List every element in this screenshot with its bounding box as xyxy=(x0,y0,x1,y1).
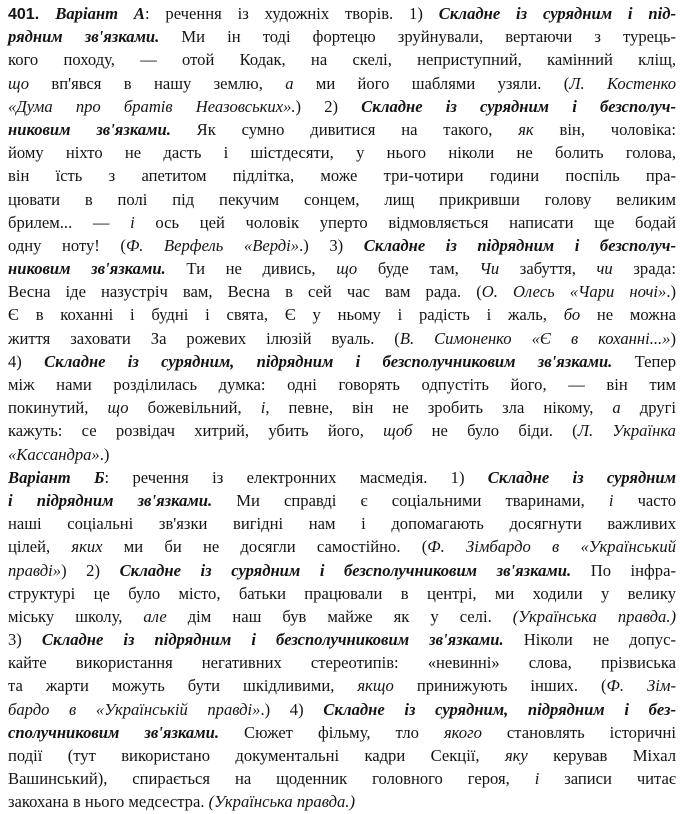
sentence-text: 4) xyxy=(8,351,45,371)
sentence-text: наші соціальні зв'язки вигідні нам і допомагають досягнути важливих xyxy=(8,514,676,534)
sentence-text: покинутий, xyxy=(8,398,108,418)
sentence-text: ми його шаблями узяли. ( xyxy=(293,73,570,93)
text-line xyxy=(8,582,676,605)
text-line xyxy=(8,698,676,721)
sentence-text: та жарти можуть бути шкідливими, xyxy=(8,676,358,696)
sentence-type-label: Складне із сурядним і під- xyxy=(438,4,677,23)
text-line xyxy=(8,744,676,767)
sentence-text: Ніколи не допус- xyxy=(503,630,676,650)
sentence-text: кажуть: се розвідач хитрий, убить його, xyxy=(8,421,384,441)
conjunction-word: (Українська правда.) xyxy=(208,792,355,812)
sentence-type-label: Складне із підрядним і безсполуч- xyxy=(363,235,676,255)
text-line xyxy=(8,280,676,303)
sentence-text: : речення із електронних масмедія. 1) xyxy=(104,467,488,487)
conjunction-word: Ф. Верфель «Верді» xyxy=(125,235,300,255)
sentence-text: Вашинський), спирається на щоденник головного героя, xyxy=(8,769,535,789)
sentence-text: ) 2) xyxy=(61,560,120,580)
conjunction-word: якщо xyxy=(357,676,394,696)
conjunction-word: і xyxy=(260,398,266,418)
conjunction-word: бардо в «Українській правді» xyxy=(8,699,261,719)
sentence-text: становлять історичні xyxy=(481,722,676,742)
sentence-text: кайте використання негативних стереотипів: «невинні» слова, прізвиська xyxy=(8,653,676,673)
sentence-text: дім наш був майже як у селі. xyxy=(166,606,513,626)
conjunction-word: що xyxy=(8,73,30,93)
sentence-text: : речення із художніх творів. 1) xyxy=(144,4,439,23)
sentence-text: другі xyxy=(620,398,676,418)
text-line xyxy=(8,605,676,628)
conjunction-word: а xyxy=(285,73,294,93)
sentence-text: 3) xyxy=(8,630,42,650)
text-line xyxy=(8,396,676,419)
conjunction-word: «Дума про братів Неазовських». xyxy=(8,96,296,116)
conjunction-word: бо xyxy=(563,305,581,325)
sentence-text: принижують інших. ( xyxy=(393,676,607,696)
conjunction-word: що xyxy=(107,398,129,418)
sentence-type-label: сполучниковим зв'язками. xyxy=(8,722,219,742)
conjunction-word: як xyxy=(518,119,534,139)
sentence-text: буде там, xyxy=(357,259,480,279)
text-line xyxy=(8,141,676,164)
sentence-text: між нами розділилась думка: одні говорять одпустіть його, — він тим xyxy=(8,375,676,394)
sentence-text: закохана в нього медсестра. xyxy=(8,792,209,812)
sentence-text: він, чоловіка: xyxy=(533,119,676,139)
text-line xyxy=(8,303,676,326)
sentence-type-label: Варіант А xyxy=(55,4,145,23)
conjunction-word: Л. Українка xyxy=(577,421,676,441)
sentence-text: Весна іде назустріч вам, Весна в сей час вам рада. ( xyxy=(8,282,482,302)
conjunction-word: але xyxy=(143,606,167,626)
sentence-text: .) 4) xyxy=(260,699,324,719)
conjunction-word: Чи xyxy=(479,259,500,279)
sentence-text: не можна xyxy=(580,305,676,325)
conjunction-word: «Кассандра» xyxy=(8,444,100,464)
conjunction-word: Ф. Зімбардо в «Український xyxy=(427,537,676,557)
text-line xyxy=(8,512,676,535)
sentence-text: цювати в полі під пекучим сонцем, лищ прикривши голову великим xyxy=(8,189,676,209)
sentence-text: Як сумно дивитися на такого, xyxy=(170,119,519,139)
text-line xyxy=(8,651,676,674)
sentence-text: одну ноту! ( xyxy=(8,235,126,255)
text-line xyxy=(8,2,676,25)
text-line xyxy=(8,95,676,118)
sentence-type-label: никовим зв'язками. xyxy=(8,259,166,279)
text-line xyxy=(8,350,676,373)
sentence-text: .) xyxy=(666,282,676,302)
text-line xyxy=(8,164,676,187)
sentence-text: Ти не дивись, xyxy=(165,259,337,279)
sentence-type-label: Складне із сурядним і безсполучниковим зв'язками. xyxy=(119,560,572,580)
text-line xyxy=(8,118,676,141)
sentence-text: Ми справді є соціальними тваринами, xyxy=(212,490,609,510)
sentence-text: Є в коханні і будні і свята, Є у ньому і радість і жаль, xyxy=(8,305,564,325)
sentence-type-label: Складне із сурядним, підрядним і без- xyxy=(323,699,676,719)
conjunction-word: і xyxy=(130,212,135,232)
sentence-type-label: Складне із сурядним і безсполуч- xyxy=(361,96,677,116)
sentence-text: він їсть з апетитом підлітка, може три-чотири години поспіль пра- xyxy=(8,166,676,186)
sentence-text: .) xyxy=(99,444,110,464)
sentence-text: події (тут використано документальні кадри Секції, xyxy=(8,746,505,765)
sentence-type-label: рядним зв'язками. xyxy=(8,27,160,47)
conjunction-word: якого xyxy=(443,722,482,742)
text-line xyxy=(8,790,676,813)
sentence-text: структурі це було місто, батьки працювали в центрі, ми ходили у велику xyxy=(8,583,676,603)
text-line xyxy=(8,72,676,95)
sentence-text: Сюжет фільму, тло xyxy=(218,722,444,742)
conjunction-word: що xyxy=(336,259,358,279)
text-line xyxy=(8,443,676,466)
text-line xyxy=(8,327,676,350)
text-line xyxy=(8,767,676,790)
sentence-text: міську школу, xyxy=(8,606,144,626)
text-line xyxy=(8,535,676,558)
sentence-text: божевільний, xyxy=(128,398,261,418)
exercise-number: 401. xyxy=(8,6,56,23)
sentence-text: Тепер xyxy=(612,351,676,371)
sentence-text: зрада: xyxy=(612,259,676,279)
text-line xyxy=(8,25,676,48)
text-line xyxy=(8,489,676,512)
conjunction-word: Ф. Зім- xyxy=(606,676,676,696)
conjunction-word: (Українська правда.) xyxy=(512,606,676,626)
conjunction-word: яких xyxy=(71,537,103,557)
text-line xyxy=(8,419,676,442)
conjunction-word: О. Олесь «Чари ночі» xyxy=(481,282,667,302)
conjunction-word: чи xyxy=(596,259,613,279)
sentence-text: цілей, xyxy=(8,537,72,557)
sentence-type-label: Варіант Б xyxy=(8,467,105,487)
sentence-text: .) 3) xyxy=(299,235,364,255)
sentence-text: ) 2) xyxy=(295,96,362,116)
sentence-text: вп'явся в нашу землю, xyxy=(29,73,286,93)
conjunction-word: і xyxy=(608,490,614,510)
sentence-text: ось цей чоловік уперто відмовляється написати ще бодай xyxy=(134,212,676,232)
conjunction-word: а xyxy=(612,398,621,418)
sentence-type-label: Складне із сурядним xyxy=(487,467,676,487)
conjunction-word: і xyxy=(534,769,540,789)
sentence-text: часто xyxy=(613,490,676,510)
conjunction-word: Л. Костенко xyxy=(569,73,677,93)
text-line xyxy=(8,257,676,280)
text-line xyxy=(8,674,676,697)
sentence-type-label: Складне із підрядним і безсполучниковим зв'язками. xyxy=(41,630,504,650)
text-line xyxy=(8,721,676,744)
sentence-text: керував Міхал xyxy=(527,746,676,765)
text-line xyxy=(8,48,676,71)
sentence-text: , певне, він не зробить зла нікому, xyxy=(265,398,613,418)
conjunction-word: правді» xyxy=(8,560,62,580)
text-line xyxy=(8,373,676,396)
sentence-text: записи читає xyxy=(539,769,676,789)
conjunction-word: В. Симоненко «Є в коханні...» xyxy=(399,328,671,348)
sentence-type-label: никовим зв'язками. xyxy=(8,119,171,139)
sentence-type-label: Складне із сурядним, підрядним і безсполучниковим зв'язками. xyxy=(44,351,613,371)
sentence-text: ми би не досягли самостійно. ( xyxy=(102,537,428,557)
sentence-text: кого походу, — отой Кодак, на скелі, неприступний, камінний кліщ, xyxy=(8,50,676,70)
conjunction-word: яку xyxy=(504,746,528,765)
text-line xyxy=(8,628,676,651)
conjunction-word: щоб xyxy=(383,421,413,441)
sentence-text: забуття, xyxy=(499,259,597,279)
text-line xyxy=(8,466,676,489)
sentence-type-label: і підрядним зв'язками. xyxy=(8,490,213,510)
text-line xyxy=(8,234,676,257)
text-line xyxy=(8,188,676,211)
text-line xyxy=(8,211,676,234)
sentence-text: По інфра- xyxy=(571,560,676,580)
text-line xyxy=(8,559,676,582)
sentence-text: Ми ін тоді фортецю зруйнували, вертаючи з турець- xyxy=(159,27,676,47)
sentence-text: йому ніхто не дасть і шістдесяти, у нього ніколи не болить голова, xyxy=(8,143,676,163)
sentence-text: не було біди. ( xyxy=(412,421,578,441)
sentence-text: брилем... — xyxy=(8,212,131,232)
sentence-text: життя заховати За рожевих ілюзій вуаль. ( xyxy=(8,328,400,348)
sentence-text: ) xyxy=(670,328,676,348)
